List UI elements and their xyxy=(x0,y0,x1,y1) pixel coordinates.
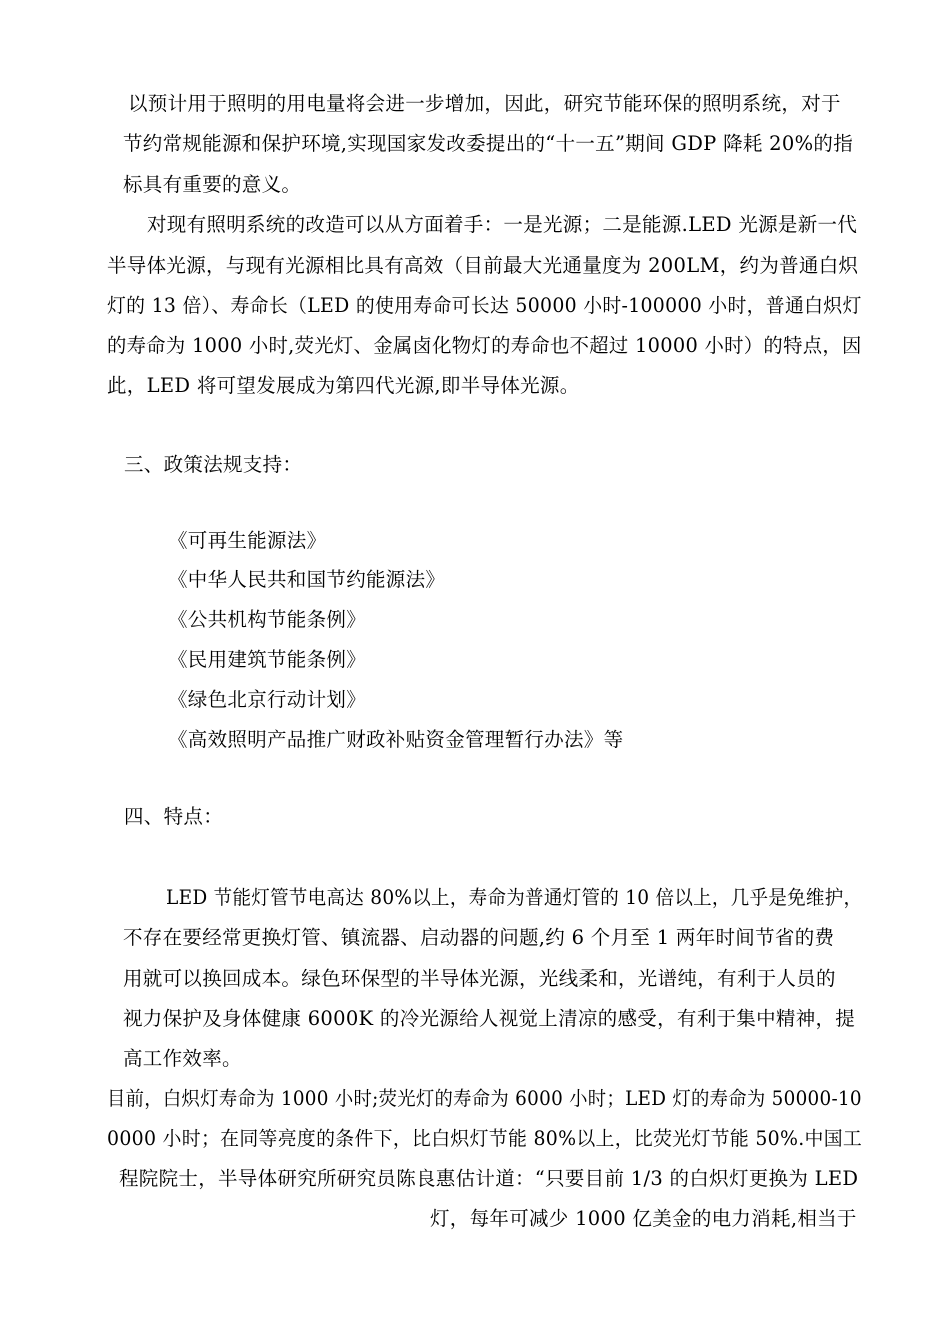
law-item: 《公共机构节能条例》 xyxy=(168,608,367,631)
paragraph-line: 此，LED 将可望发展成为第四代光源,即半导体光源。 xyxy=(107,374,580,397)
paragraph-line: 程院院士，半导体研究所研究员陈良惠估计道：“只要目前 1/3 的白炽灯更换为 LED xyxy=(119,1167,859,1190)
law-item: 《中华人民共和国节约能源法》 xyxy=(168,568,446,591)
section-heading: 三、政策法规支持： xyxy=(124,453,303,476)
paragraph-line: 高工作效率。 xyxy=(123,1047,242,1070)
law-item: 《可再生能源法》 xyxy=(168,529,327,552)
paragraph-line: 灯的 13 倍）、寿命长（LED 的使用寿命可长达 50000 小时-100000 小时，普通白炽灯 xyxy=(107,294,862,317)
law-item: 《高效照明产品推广财政补贴资金管理暂行办法》等 xyxy=(168,728,624,751)
paragraph-line: 视力保护及身体健康 6000K 的冷光源给人视觉上清凉的感受，有利于集中精神，提 xyxy=(123,1007,856,1030)
paragraph-line: LED 节能灯管节电高达 80%以上，寿命为普通灯管的 10 倍以上，几乎是免维护， xyxy=(166,886,863,909)
paragraph-line: 用就可以换回成本。绿色环保型的半导体光源，光线柔和，光谱纯，有利于人员的 xyxy=(123,967,836,990)
law-item: 《民用建筑节能条例》 xyxy=(168,648,367,671)
law-item: 《绿色北京行动计划》 xyxy=(168,688,367,711)
paragraph-line: 灯，每年可减少 1000 亿美金的电力消耗,相当于 xyxy=(430,1207,857,1230)
paragraph-line: 标具有重要的意义。 xyxy=(123,173,302,196)
paragraph-line: 目前，白炽灯寿命为 1000 小时;荧光灯的寿命为 6000 小时；LED 灯的寿命为 50000-10 xyxy=(107,1087,862,1110)
paragraph-line: 半导体光源，与现有光源相比具有高效（目前最大光通量度为 200LM，约为普通白炽 xyxy=(107,254,859,277)
paragraph-line: 不存在要经常更换灯管、镇流器、启动器的问题,约 6 个月至 1 两年时间节省的费 xyxy=(123,926,835,949)
paragraph-line: 对现有照明系统的改造可以从方面着手：一是光源；二是能源.LED 光源是新一代 xyxy=(147,213,858,236)
section-heading: 四、特点： xyxy=(124,805,224,828)
paragraph-line: 0000 小时；在同等亮度的条件下，比白炽灯节能 80%以上，比荧光灯节能 50%.中国工 xyxy=(107,1127,863,1150)
paragraph-line: 以预计用于照明的用电量将会进一步增加，因此，研究节能环保的照明系统，对于 xyxy=(128,92,841,115)
paragraph-line: 的寿命为 1000 小时,荧光灯、金属卤化物灯的寿命也不超过 10000 小时）的特点，因 xyxy=(107,334,862,357)
paragraph-line: 节约常规能源和保护环境,实现国家发改委提出的“十一五”期间 GDP 降耗 20%的指 xyxy=(123,132,854,155)
